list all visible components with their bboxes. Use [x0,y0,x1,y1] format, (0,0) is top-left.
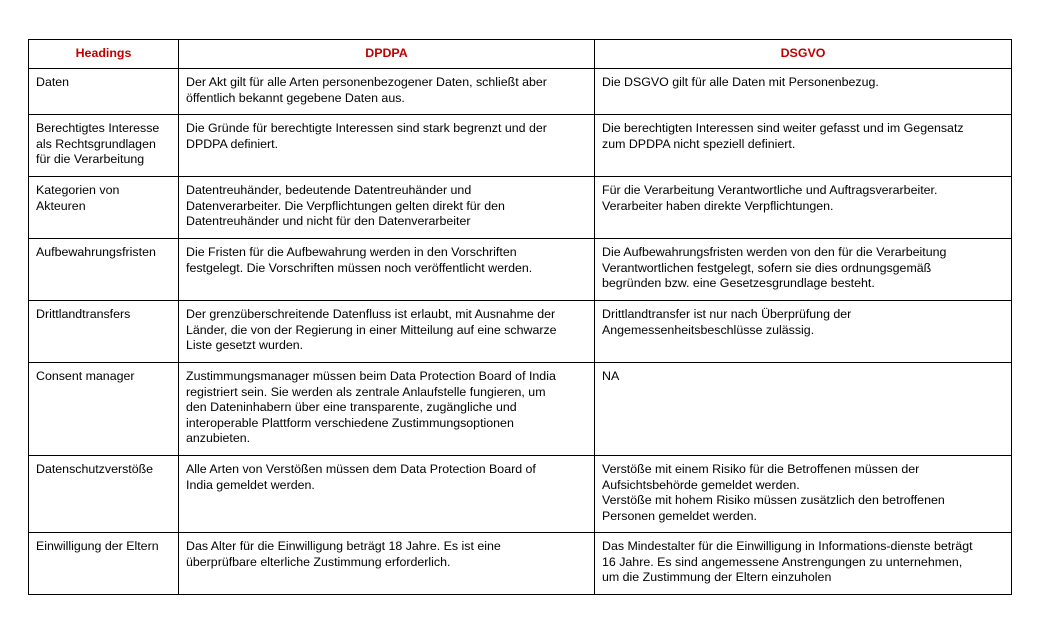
dsgvo-cell: Die berechtigten Interessen sind weiter gefasst und im Gegensatz zum DPDPA nicht speziell definiert. [595,115,1012,177]
dpdpa-cell: Der Akt gilt für alle Arten personenbezogener Daten, schließt aber öffentlich bekannt gegebene Daten aus. [179,69,595,115]
dpdpa-cell: Der grenzüberschreitende Datenfluss ist erlaubt, mit Ausnahme der Länder, die von der Regierung in einer Mitteilung auf eine schwarze Liste gesetzt wurden. [179,301,595,363]
row-heading-cell: Berechtigtes Interesse als Rechtsgrundlagen für die Verarbeitung [29,115,179,177]
dsgvo-cell: Verstöße mit einem Risiko für die Betroffenen müssen der Aufsichtsbehörde gemeldet werden. Verstöße mit hohem Risiko müssen zusätzlich den betroffenen Personen gemeldet werden. [595,456,1012,533]
dsgvo-cell: NA [595,363,1012,456]
dsgvo-cell: Für die Verarbeitung Verantwortliche und Auftragsverarbeiter. Verarbeiter haben direkte Verpflichtungen. [595,177,1012,239]
table-row [29,301,1012,363]
dpdpa-cell: Die Gründe für berechtigte Interessen sind stark begrenzt und der DPDPA definiert. [179,115,595,177]
dpdpa-cell: Die Fristen für die Aufbewahrung werden in den Vorschriften festgelegt. Die Vorschriften müssen noch veröffentlicht werden. [179,239,595,301]
header-dsgvo: DSGVO [595,40,1012,69]
header-dpdpa: DPDPA [179,40,595,69]
table-row [29,533,1012,595]
table-row [29,177,1012,239]
dsgvo-cell: Die DSGVO gilt für alle Daten mit Personenbezug. [595,69,1012,115]
row-heading-cell: Datenschutzverstöße [29,456,179,533]
table-row [29,363,1012,456]
dpdpa-cell: Datentreuhänder, bedeutende Datentreuhänder und Datenverarbeiter. Die Verpflichtungen gelten direkt für den Datentreuhänder und nicht für den Datenverarbeiter [179,177,595,239]
table-row [29,69,1012,115]
row-heading-cell: Einwilligung der Eltern [29,533,179,595]
row-heading-cell: Consent manager [29,363,179,456]
row-heading-cell: Drittlandtransfers [29,301,179,363]
comparison-table [28,39,1012,595]
table-row [29,456,1012,533]
header-row [29,40,1012,69]
dsgvo-cell: Das Mindestalter für die Einwilligung in Informations-dienste beträgt 16 Jahre. Es sind angemessene Anstrengungen zu unternehmen, um die Zustimmung der Eltern einzuholen [595,533,1012,595]
header-headings: Headings [29,40,179,69]
dpdpa-cell: Alle Arten von Verstößen müssen dem Data Protection Board of India gemeldet werden. [179,456,595,533]
row-heading-cell: Kategorien von Akteuren [29,177,179,239]
dsgvo-cell: Drittlandtransfer ist nur nach Überprüfung der Angemessenheitsbeschlüsse zulässig. [595,301,1012,363]
table-row [29,115,1012,177]
dpdpa-cell: Das Alter für die Einwilligung beträgt 18 Jahre. Es ist eine überprüfbare elterliche Zustimmung erforderlich. [179,533,595,595]
dpdpa-cell: Zustimmungsmanager müssen beim Data Protection Board of India registriert sein. Sie werden als zentrale Anlaufstelle fungieren, um den Dateninhabern über eine transparente, zugängliche und interoperable Plattform verschiedene Zustimmungsoptionen anzubieten. [179,363,595,456]
dsgvo-cell: Die Aufbewahrungsfristen werden von den für die Verarbeitung Verantwortlichen festgelegt, sofern sie dies ordnungsgemäß begründen bzw. eine Gesetzesgrundlage besteht. [595,239,1012,301]
row-heading-cell: Daten [29,69,179,115]
table-row [29,239,1012,301]
row-heading-cell: Aufbewahrungsfristen [29,239,179,301]
